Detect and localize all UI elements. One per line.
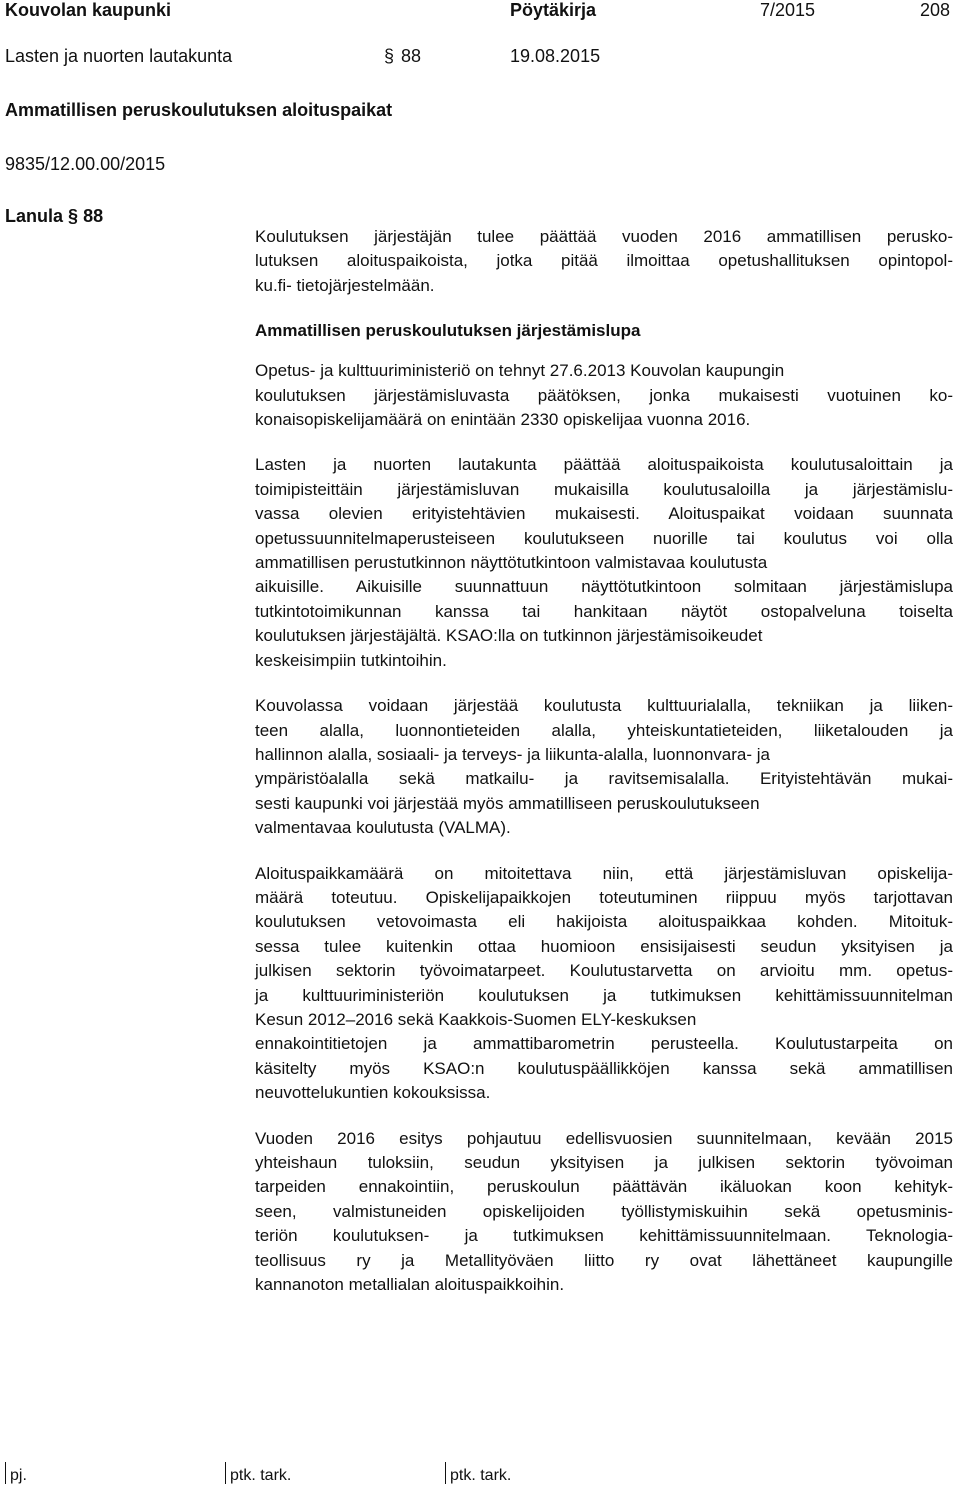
paragraph-proposal (255, 1127, 953, 1298)
paragraph-line: seen, valmistuneiden opiskelijoiden työllistymiskuihin sekä opetusminis- (255, 1201, 953, 1221)
footer-chair (5, 1462, 27, 1485)
paragraph-line: sesti kaupunki voi järjestää myös ammatilliseen peruskoulutukseen (255, 793, 760, 813)
item-number: 88 (83, 206, 104, 226)
paragraph-line: julkisen sektorin työvoimatarpeet. Koulutustarvetta on arvioitu mm. opetus- (255, 961, 953, 981)
paragraph-line: Vuoden 2016 esitys pohjautuu edellisvuosien suunnitelmaan, kevään 2015 (255, 1128, 953, 1148)
section-sign: § (68, 206, 79, 226)
item-label-text: Lanula (5, 206, 64, 226)
subheading: Ammatillisen peruskoulutuksen järjestämislupa (255, 321, 641, 341)
document-number: 7/2015 (760, 0, 816, 20)
paragraph-line: teriön koulutuksen- ja tutkimuksen kehittämissuunnitelmaan. Teknologia- (255, 1226, 953, 1246)
document-type: Pöytäkirja (510, 0, 597, 20)
footer-checker-2 (445, 1462, 511, 1485)
paragraph-fields (255, 694, 953, 840)
footer-tick (445, 1462, 446, 1484)
footer-tick (225, 1462, 226, 1484)
paragraph-line: kannanoton metallialan aloituspaikkoihin. (255, 1275, 565, 1295)
item-label (5, 206, 103, 227)
paragraph-line: koulutuksen järjestämisluvasta päätöksen, jonka mukaisesti vuotuinen ko- (255, 385, 953, 405)
paragraph-line: aikuisille. Aikuisille suunnattuun näyttötutkintoon solmitaan järjestämislupa (255, 577, 953, 597)
section-sign-icon: § (384, 46, 395, 66)
paragraph-line: Lasten ja nuorten lautakunta päättää aloituspaikoista koulutusaloittain ja (255, 455, 953, 475)
footer-label: ptk. tark. (230, 1467, 292, 1484)
paragraph-line: määrä toteutuu. Opiskelijapaikkojen toteutuminen riippuu myös tarjottavan (255, 887, 953, 907)
paragraph-line: keskeisimpiin tutkintoihin. (255, 650, 447, 670)
paragraph-line: tarpeiden ennakointiin, peruskoulun päättävän ikäluokan koon kehityk- (255, 1177, 953, 1197)
section-number: 88 (401, 46, 422, 66)
paragraph-line: Opetus- ja kulttuuriministeriö on tehnyt 27.6.2013 Kouvolan kaupungin (255, 361, 785, 381)
paragraph-decision (255, 453, 953, 673)
reference-number: 9835/12.00.00/2015 (5, 154, 166, 174)
paragraph-line: teollisuus ry ja Metallityöväen liitto ry ovat lähettäneet kaupungille (255, 1250, 953, 1270)
footer-checker-1 (225, 1462, 291, 1485)
intro-line: lutuksen aloituspaikoista, jotka pitää ilmoittaa opetushallituksen opintopol- (255, 251, 953, 271)
paragraph-line: koulutuksen järjestäjältä. KSAO:lla on tutkinnon järjestämisoikeudet (255, 626, 763, 646)
paragraph-line: ennakointitietojen ja ammattibarometrin perusteella. Koulutustarpeita on (255, 1034, 953, 1054)
intro-line: Koulutuksen järjestäjän tulee päättää vuoden 2016 ammatillisen perusko- (255, 227, 953, 246)
paragraph-line: ja kulttuuriministeriön koulutuksen ja tutkimuksen kehittämissuunnitelman (255, 985, 953, 1005)
paragraph-sizing (255, 862, 953, 1106)
paragraph-line: tutkintotoimikunnan kanssa tai hankitaan näytöt ostopalveluna toiselta (255, 601, 953, 621)
paragraph-line: toimipisteittäin järjestämisluvan mukaisilla koulutusaloilla ja järjestämislu- (255, 479, 953, 499)
page-title: Ammatillisen peruskoulutuksen aloituspaikat (5, 100, 393, 120)
paragraph-line: ammatillisen perustutkinnon näyttötutkintoon valmistavaa koulutusta (255, 553, 768, 573)
paragraph-permit (255, 359, 953, 432)
page-number: 208 (920, 0, 951, 20)
paragraph-line: opetussuunnitelmaperusteiseen koulutukseen nuorille tai koulutus voi olla (255, 528, 953, 548)
paragraph-line: hallinnon alalla, sosiaali- ja terveys- ja liikunta-alalla, luonnonvara- ja (255, 744, 770, 764)
org-name: Kouvolan kaupunki (5, 0, 172, 20)
paragraph-line: vassa olevien erityistehtävien mukaisesti. Aloituspaikat voidaan suunnata (255, 504, 953, 524)
paragraph-line: Kesun 2012–2016 sekä Kaakkois-Suomen ELY-keskuksen (255, 1009, 697, 1029)
committee-name: Lasten ja nuorten lautakunta (5, 46, 233, 66)
intro-paragraph (255, 225, 953, 298)
paragraph-line: teen alalla, luonnontieteiden alalla, yhteiskuntatieteiden, liiketalouden ja (255, 720, 953, 740)
footer-label: pj. (10, 1467, 27, 1484)
paragraph-line: neuvottelukuntien kokouksissa. (255, 1083, 491, 1103)
paragraph-line: Aloituspaikkamäärä on mitoitettava niin, että järjestämisluvan opiskelija- (255, 863, 953, 883)
meeting-date: 19.08.2015 (510, 46, 601, 66)
paragraph-line: sessa tulee kuitenkin ottaa huomioon ensisijaisesti seudun yksityisen ja (255, 936, 953, 956)
paragraph-line: valmentavaa koulutusta (VALMA). (255, 818, 511, 838)
footer-tick (5, 1462, 6, 1484)
paragraph-line: yhteishaun tuloksiin, seudun yksityisen ja julkisen sektorin työvoiman (255, 1153, 953, 1172)
paragraph-line: konaisopiskelijamäärä on enintään 2330 opiskelijaa vuonna 2016. (255, 410, 751, 430)
paragraph-line: ympäristöalalla sekä matkailu- ja ravitsemisalalla. Erityistehtävän mukai- (255, 769, 953, 789)
paragraph-line: käsitelty myös KSAO:n koulutuspäällikköjen kanssa sekä ammatillisen (255, 1058, 953, 1078)
intro-line: ku.fi- tietojärjestelmään. (255, 275, 435, 295)
paragraph-line: Kouvolassa voidaan järjestää koulutusta kulttuurialalla, tekniikan ja liiken- (255, 696, 953, 716)
document-body (255, 225, 953, 1318)
paragraph-line: koulutuksen vetovoimasta eli hakijoista aloituspaikkaa kohden. Mitoituk- (255, 912, 953, 932)
footer-label: ptk. tark. (450, 1467, 512, 1484)
